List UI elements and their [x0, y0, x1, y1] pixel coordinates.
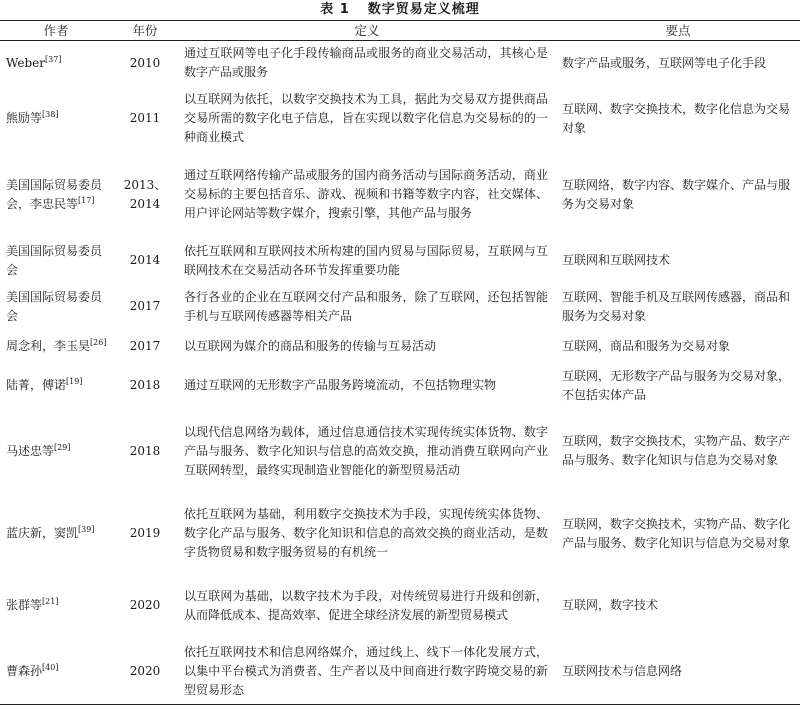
author-cell	[0, 330, 112, 364]
table-row	[0, 152, 800, 238]
table-row	[0, 86, 800, 152]
table-label: 表 1	[320, 2, 350, 17]
header-year: 年份	[132, 23, 158, 38]
author-name: 熊励等	[6, 111, 43, 125]
year-cell: 2019	[129, 526, 161, 540]
author-name: 美国国际贸易委员会	[6, 289, 103, 323]
year-cell: 2020	[129, 663, 161, 678]
table-row	[0, 573, 800, 639]
table-row	[0, 41, 800, 86]
points-cell: 互联网，无形数字产品与服务为交易对象，不包括实体产品	[562, 368, 791, 402]
definition-table	[0, 20, 800, 705]
table-row	[0, 284, 800, 330]
definition-cell: 以互联网为依托，以数字交换技术为工具，据此为交易双方提供商品交易所需的数字化电子信息，旨在实现以数字化信息为交易标的的一种商业模式	[184, 92, 548, 144]
reference-number: [19]	[66, 377, 83, 386]
definition-cell: 依托互联网为基础，利用数字交换技术为手段，实现传统实体货物、数字化产品与服务、数字化知识和信息的高效交换的商业活动，是数字货物贸易和数字服务贸易的有机统一	[184, 507, 548, 559]
reference-number: [17]	[78, 195, 95, 205]
table-row	[0, 238, 800, 284]
points-cell: 互联网，数字交换技术，实物产品、数字产品与服务、数字化知识与信息为交易对象	[562, 434, 791, 467]
author-name: 张群等	[6, 598, 43, 612]
points-cell: 互联网络，数字内容、数字媒介、产品与服务为交易对象	[562, 177, 791, 211]
author-cell	[0, 41, 112, 86]
points-cell: 互联网技术与信息网络	[562, 663, 683, 678]
reference-number: [39]	[78, 525, 95, 534]
author-cell	[0, 573, 112, 639]
author-name: 曹森孙	[6, 663, 43, 678]
author-name: 周念利，李玉昊	[6, 339, 91, 353]
year-cell: 2018	[129, 378, 161, 392]
header-definition: 定义	[354, 23, 380, 38]
points-cell: 互联网、智能手机及互联网传感器，商品和服务为交易对象	[562, 289, 791, 323]
reference-number: [40]	[42, 662, 59, 672]
definition-cell: 通过互联网的无形数字产品服务跨境流动，不包括物理实物	[184, 378, 497, 392]
author-cell	[0, 238, 112, 284]
reference-number: [21]	[42, 597, 59, 606]
author-cell	[0, 408, 112, 495]
author-name: 蓝庆新，窦凯	[6, 526, 79, 540]
year-cell: 2018	[129, 443, 161, 458]
reference-number: [29]	[54, 442, 71, 452]
author-name: 美国国际贸易委员会	[6, 243, 103, 277]
definition-cell: 通过互联网络传输产品或服务的国内商务活动与国际商务活动，商业交易标的主要包括音乐、游戏、视频和书籍等数字内容，社交媒体、用户评论网站等数字媒介，搜索引擎，其他产品与服务	[184, 168, 548, 220]
table-caption	[0, 0, 800, 20]
table-row	[0, 364, 800, 408]
author-cell	[0, 495, 112, 573]
definition-cell: 各行各业的企业在互联网交付产品和服务，除了互联网，还包括智能手机与互联网传感器等相关产品	[184, 289, 548, 323]
author-name: 马述忠等	[6, 443, 55, 458]
year-cell: 2020	[129, 598, 161, 612]
table-row	[0, 330, 800, 364]
header-row	[0, 21, 800, 41]
author-cell	[0, 152, 112, 238]
author-cell	[0, 284, 112, 330]
author-name: 陆菁，傅诺	[6, 378, 67, 392]
reference-number: [38]	[42, 110, 59, 119]
reference-number: [37]	[44, 54, 62, 64]
definition-cell: 依托互联网技术和信息网络媒介，通过线上、线下一体化发展方式，以集中平台模式为消费者、生产者以及中间商进行数字跨境交易的新型贸易形态	[184, 644, 548, 697]
reference-number: [26]	[90, 338, 107, 347]
year-cell: 2013、2014	[123, 177, 167, 211]
points-cell: 互联网，数字技术	[562, 598, 659, 612]
author-cell	[0, 86, 112, 152]
points-cell: 互联网，商品和服务为交易对象	[562, 339, 731, 353]
points-cell: 数字产品或服务，互联网等电子化手段	[562, 55, 767, 70]
points-cell: 互联网，数字交换技术，实物产品、数字化产品与服务、数字化知识与信息为交易对象	[562, 516, 791, 550]
definition-cell: 以现代信息网络为载体，通过信息通信技术实现传统实体货物、数字产品与服务、数字化知识与信息的高效交换，推动消费互联网向产业互联网转型，最终实现制造业智能化的新型贸易活动	[184, 424, 548, 477]
definition-cell: 通过互联网等电子化手段传输商品或服务的商业交易活动，其核心是数字产品或服务	[184, 46, 548, 80]
definition-cell: 以互联网为媒介的商品和服务的传输与互易活动	[184, 339, 437, 353]
author-name: Weber	[6, 55, 45, 70]
table-row	[0, 408, 800, 495]
author-cell	[0, 639, 112, 705]
year-cell: 2011	[129, 111, 161, 125]
definition-cell: 以互联网为基础，以数字技术为手段，对传统贸易进行升级和创新，从而降低成本、提高效率、促进全球经济发展的新型贸易模式	[184, 588, 548, 622]
author-cell	[0, 364, 112, 408]
year-cell: 2010	[129, 55, 161, 70]
points-cell: 互联网、数字交换技术，数字化信息为交易对象	[562, 101, 791, 135]
table-title: 数字贸易定义梳理	[367, 2, 480, 17]
header-author: 作者	[43, 23, 69, 38]
table-row	[0, 639, 800, 705]
definition-cell: 依托互联网和互联网技术所构建的国内贸易与国际贸易，互联网与互联网技术在交易活动各环节发挥重要功能	[184, 243, 548, 277]
year-cell: 2014	[129, 253, 161, 267]
points-cell: 互联网和互联网技术	[562, 253, 671, 267]
table-row	[0, 495, 800, 573]
author-name: 美国国际贸易委员会，李忠民等	[6, 177, 103, 211]
header-points: 要点	[665, 23, 691, 38]
year-cell: 2017	[129, 299, 161, 313]
year-cell: 2017	[129, 339, 161, 353]
